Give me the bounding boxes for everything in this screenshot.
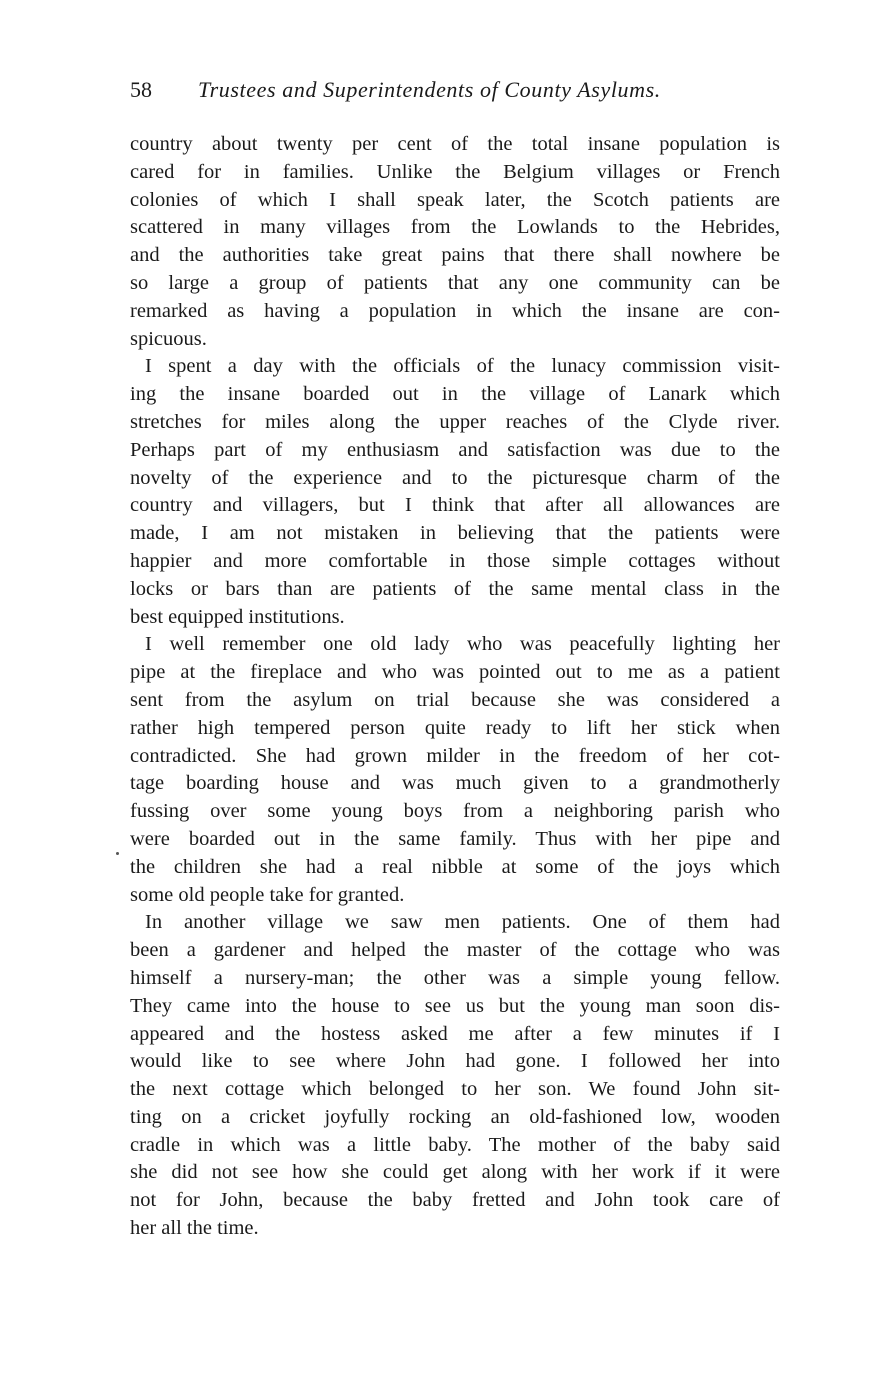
text-line: spicuous. bbox=[130, 327, 207, 350]
body-text bbox=[130, 131, 780, 1243]
text-line: best equipped institutions. bbox=[130, 605, 345, 628]
text-line: cared for in families. Unlike the Belgium villages or French bbox=[130, 160, 780, 183]
text-line: rather high tempered person quite ready to lift her stick when bbox=[130, 716, 780, 739]
text-line: the next cottage which belonged to her son. We found John sit- bbox=[130, 1078, 780, 1101]
text-line: contradicted. She had grown milder in the freedom of her cot- bbox=[130, 744, 780, 767]
text-line: so large a group of patients that any one community can be bbox=[130, 271, 780, 294]
text-line: made, I am not mistaken in believing that the patients were bbox=[130, 522, 780, 545]
text-line: scattered in many villages from the Lowlands to the Hebrides, bbox=[130, 216, 780, 239]
text-line: cradle in which was a little baby. The mother of the baby said bbox=[130, 1133, 780, 1156]
text-line: himself a nursery-man; the other was a simple young fellow. bbox=[130, 966, 780, 989]
text-line: pipe at the fireplace and who was pointed out to me as a patient bbox=[130, 661, 780, 684]
text-line: I spent a day with the officials of the lunacy commission visit- bbox=[145, 355, 780, 378]
text-line: the children she had a real nibble at some of the joys which bbox=[130, 855, 780, 878]
text-line: colonies of which I shall speak later, the Scotch patients are bbox=[130, 188, 780, 211]
text-line: Perhaps part of my enthusiasm and satisfaction was due to the bbox=[130, 438, 780, 461]
text-line: some old people take for granted. bbox=[130, 883, 405, 906]
text-line: were boarded out in the same family. Thus with her pipe and bbox=[130, 827, 780, 850]
text-line: In another village we saw men patients. One of them had bbox=[145, 911, 780, 934]
page-header bbox=[130, 74, 780, 106]
text-line: country and villagers, but I think that after all allowances are bbox=[130, 494, 780, 517]
text-line: would like to see where John had gone. I followed her into bbox=[130, 1050, 780, 1073]
text-line: tage boarding house and was much given to a grandmotherly bbox=[130, 772, 780, 795]
text-line: novelty of the experience and to the picturesque charm of the bbox=[130, 466, 780, 489]
text-line: ing the insane boarded out in the village of Lanark which bbox=[130, 383, 780, 406]
text-line: she did not see how she could get along with her work if it were bbox=[130, 1161, 780, 1184]
text-line: I well remember one old lady who was peacefully lighting her bbox=[145, 633, 780, 656]
text-line: remarked as having a population in which the insane are con- bbox=[130, 299, 780, 322]
text-line: They came into the house to see us but the young man soon dis- bbox=[130, 994, 780, 1017]
text-line: ting on a cricket joyfully rocking an old-fashioned low, wooden bbox=[130, 1105, 780, 1128]
text-line: stretches for miles along the upper reaches of the Clyde river. bbox=[130, 410, 780, 433]
text-line: and the authorities take great pains that there shall nowhere be bbox=[130, 244, 780, 267]
text-line: been a gardener and helped the master of the cottage who was bbox=[130, 939, 780, 962]
text-line: sent from the asylum on trial because she was considered a bbox=[130, 688, 780, 711]
text-line: appeared and the hostess asked me after a few minutes if I bbox=[130, 1022, 780, 1045]
text-line: country about twenty per cent of the total insane population is bbox=[130, 133, 780, 155]
text-line: fussing over some young boys from a neighboring parish who bbox=[130, 800, 780, 823]
text-line: not for John, because the baby fretted and John took care of bbox=[130, 1189, 780, 1212]
print-speck bbox=[116, 852, 119, 855]
text-line: happier and more comfortable in those simple cottages without bbox=[130, 549, 780, 572]
text-line: her all the time. bbox=[130, 1217, 259, 1240]
running-title: Trustees and Superintendents of County Asylums. bbox=[198, 77, 661, 102]
page-number: 58 bbox=[130, 77, 152, 102]
text-line: locks or bars than are patients of the same mental class in the bbox=[130, 577, 780, 600]
